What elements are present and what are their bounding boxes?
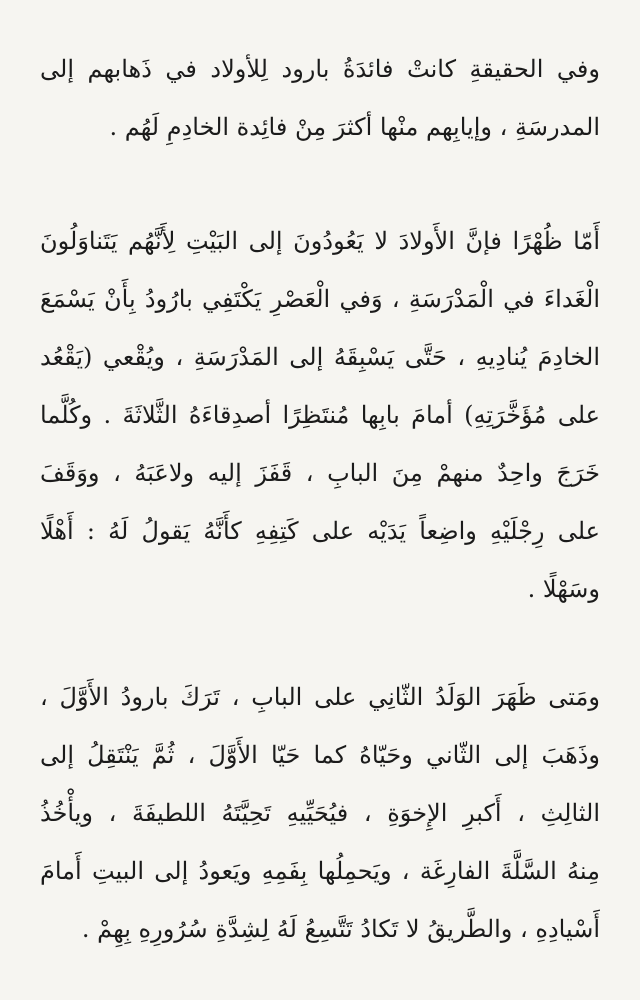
text-line: أَسْيادِهِ ، والطَّريقُ لا تَكادُ تَتَّسِعُ لَهُ لِشِدَّةِ سُرُورِهِ بِهِمْ . — [81, 915, 600, 943]
text-line: الْغَداءَ في الْمَدْرَسَةِ ، وَفي الْعَصْرِ يَكْتَفِي بارُودُ بِأَنْ يَسْمَعَ — [40, 285, 600, 313]
text-line: وذَهَبَ إلى الثّاني وحَيّاهُ كما حَيّا الأَوَّلَ ، ثُمَّ يَنْتَقِلُ إلى — [40, 741, 600, 769]
text-line: أَمّا ظُهْرًا فإنَّ الأَولادَ لا يَعُودُونَ إلى البَيْتِ لِأَنَّهُم يَتَناوَلُونَ — [40, 227, 600, 255]
paragraph-3 — [40, 668, 600, 958]
paragraph-1 — [40, 40, 600, 156]
paragraph-2 — [40, 212, 600, 618]
text-line: خَرَجَ واحِدٌ منهمْ مِنَ البابِ ، قَفَزَ إليه ولاعَبَهُ ، ووَقَفَ — [40, 459, 600, 487]
text-line: الخادِمَ يُنادِيهِ ، حَتَّى يَسْبِقَهُ إلى المَدْرَسَةِ ، ويُقْعي (يَقْعُد — [40, 343, 600, 371]
text-line: المدرسَةِ ، وإيابِهم منْها أكثرَ مِنْ فائِدة الخادِمِ لَهُم . — [109, 113, 600, 141]
text-line: ومَتى ظَهَرَ الوَلَدُ الثّانِي على البابِ ، تَرَكَ بارودُ الأَوَّلَ ، — [40, 683, 600, 711]
text-line: مِنهُ السَّلَّةَ الفارِغَة ، ويَحمِلُها بِفَمِهِ ويَعودُ إلى البيتِ أَمامَ — [40, 857, 600, 885]
text-line: على رِجْلَيْهِ واضِعاً يَدَيْه على كَتِفِهِ كأَنَّهُ يَقولُ لَهُ : أَهْلًا — [40, 517, 600, 545]
text-line: وسَهْلًا . — [527, 575, 600, 603]
text-line: وفي الحقيقةِ كانتْ فائدَةُ بارود لِلأولاد في ذَهابهم إلى — [40, 55, 600, 83]
text-line: الثالِثِ ، أَكبرِ الإِخوَةِ ، فيُحَيِّيهِ تَحِيَّتَهُ اللطيفَةَ ، ويأْخُذُ — [40, 799, 600, 827]
text-line: على مُؤَخَّرَتِهِ) أمامَ بابِها مُنتَظِرًا أصدِقاءَهُ الثَّلاثَةَ . وكُلَّما — [40, 401, 600, 429]
